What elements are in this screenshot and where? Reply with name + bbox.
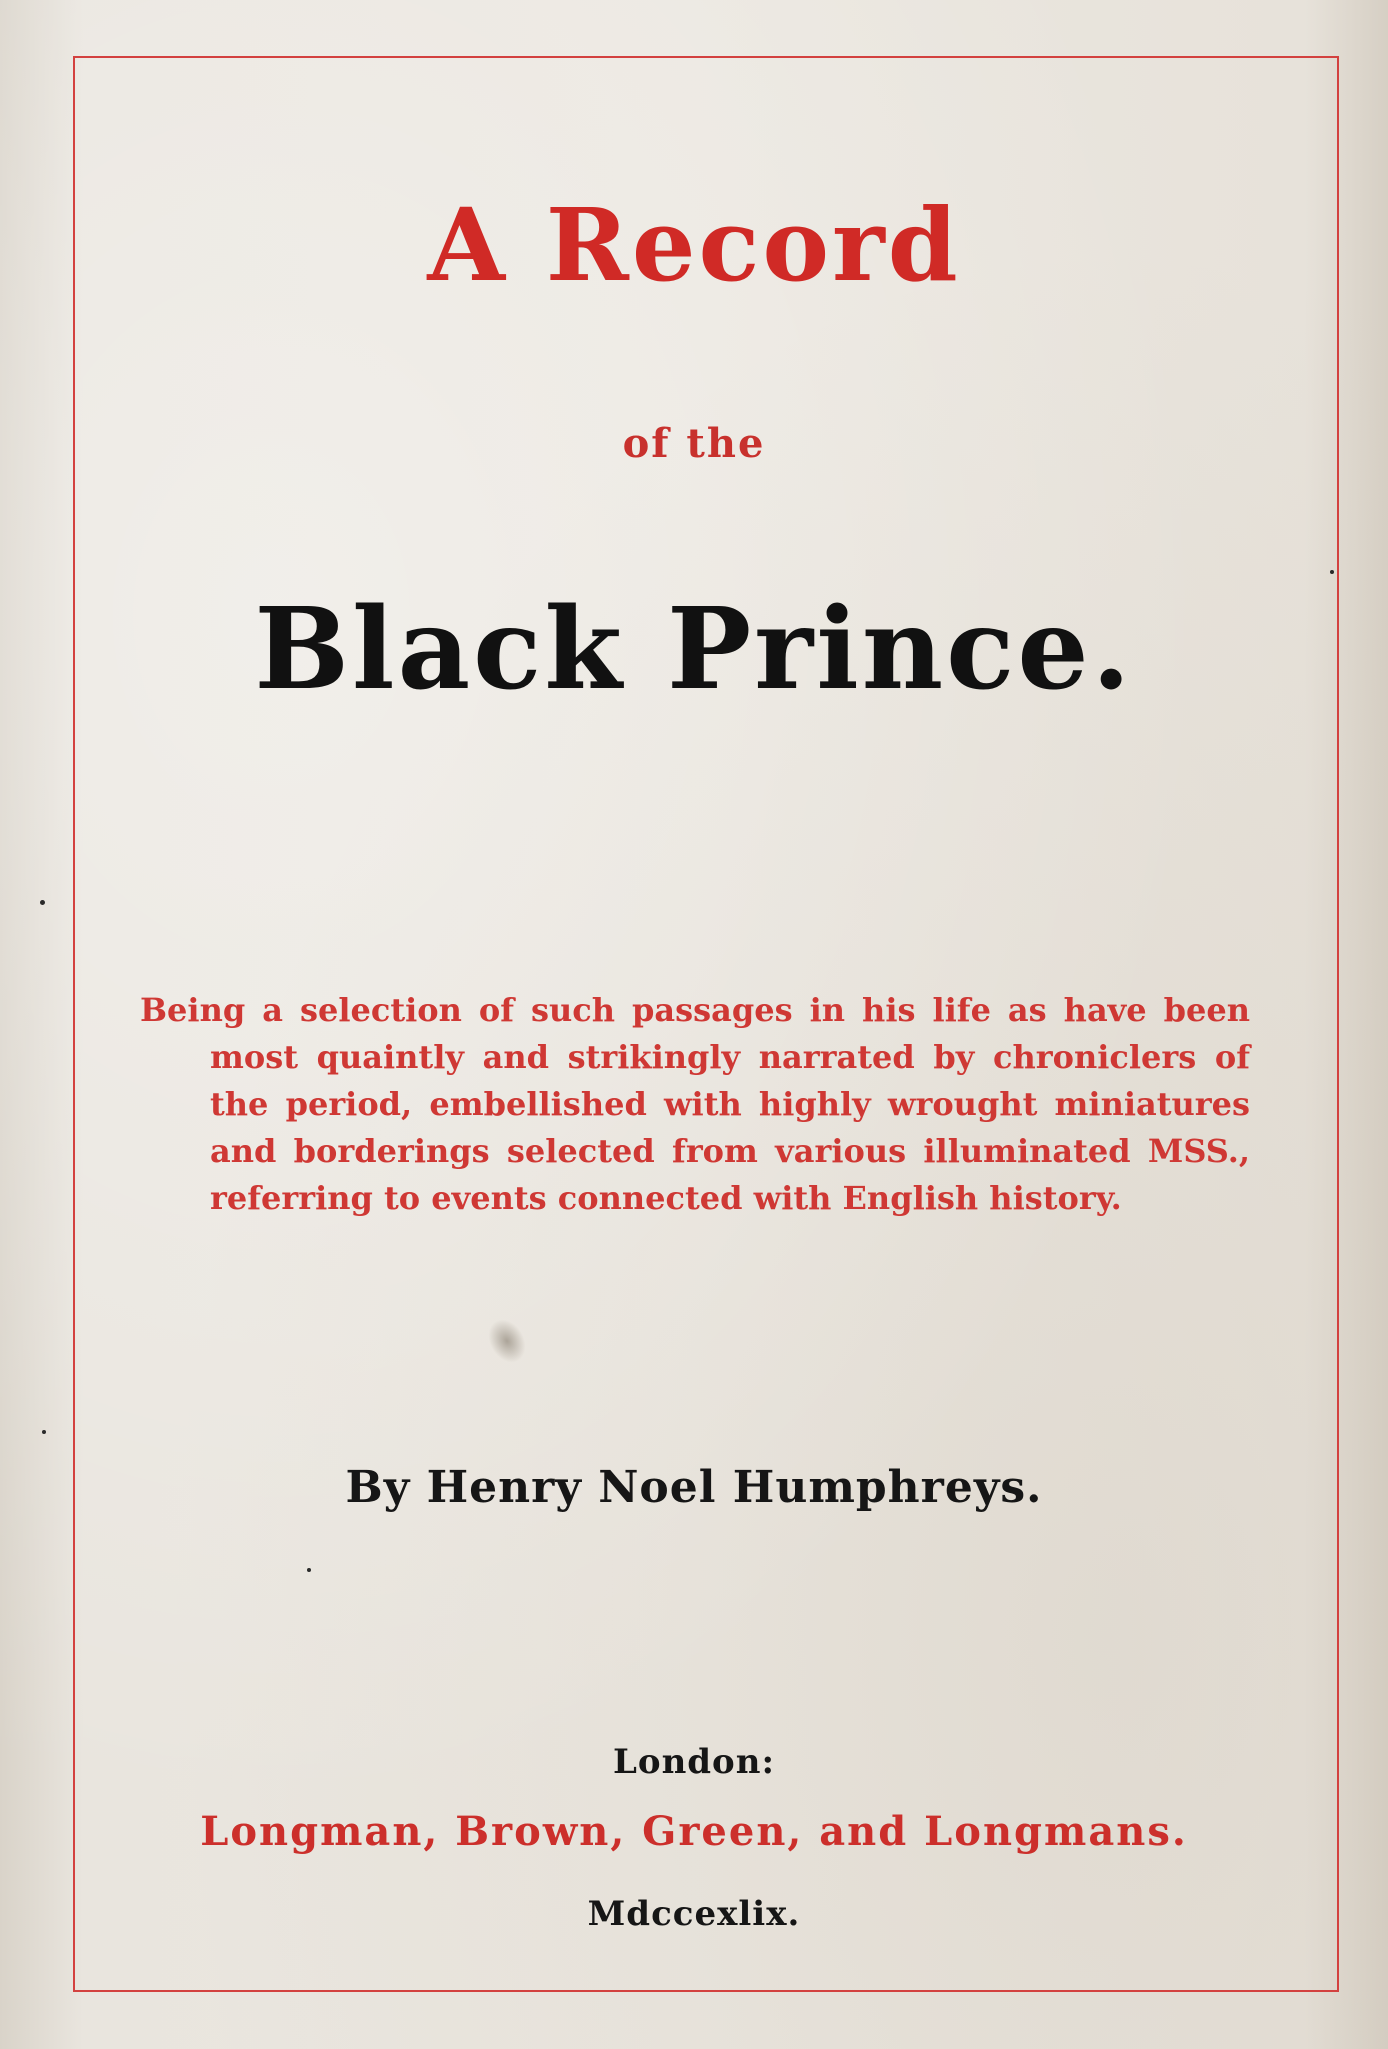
imprint-publisher: Longman, Brown, Green, and Longmans. (200, 1808, 1188, 1855)
paper-speck (1330, 570, 1334, 574)
description-paragraph: Being a selection of such passages in his life as have been most quaintly and strikingly narrated by chroniclers of the period, embellished with highly wrought miniatures and borderings selected from various illuminated MSS., referring to events connected with English history. (140, 991, 1250, 1217)
imprint-place: London: (612, 1742, 776, 1782)
paper-speck (42, 1430, 46, 1434)
paper-speck (307, 1568, 311, 1572)
title-line-black-prince: Black Prince. (254, 584, 1134, 715)
author-line: By Henry Noel Humphreys. (345, 1462, 1043, 1513)
title-line-of-the: of the (622, 420, 766, 467)
title-line-record: A Record (427, 186, 961, 304)
paper-speck (40, 900, 45, 905)
imprint-date: Mdccexlix. (587, 1894, 801, 1934)
